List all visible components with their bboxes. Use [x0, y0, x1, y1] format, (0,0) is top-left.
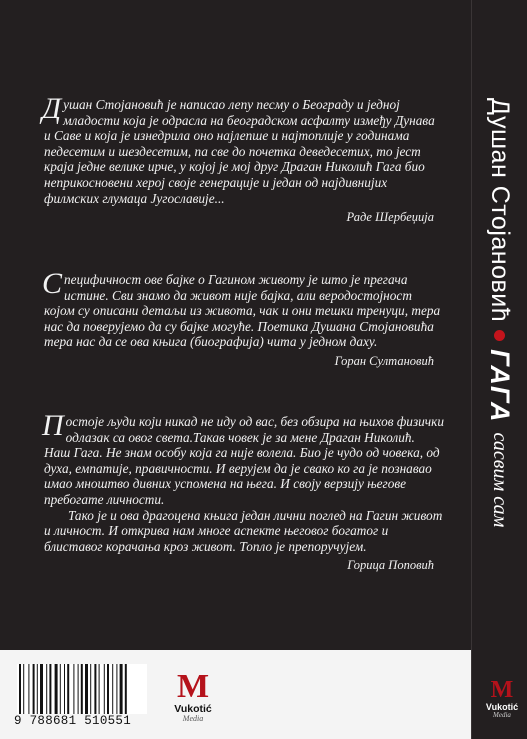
blurb-3-body-2: Тако је и ова драгоцена књига један лични поглед на Гагин живот и личност. И открива нам многе аспекте његовог богатог и блиставог корачања кроз живот. Топло је препоручујем.: [44, 507, 443, 554]
publisher-mark: M: [176, 668, 210, 705]
blurb-2-dropcap: С: [42, 267, 63, 300]
barcode-bar: [73, 664, 74, 714]
blurb-3: [42, 409, 445, 574]
barcode-bar: [81, 664, 83, 714]
barcode-bar: [23, 664, 24, 714]
blurb-3-text: [42, 409, 445, 508]
spine-publisher-mark: M: [490, 677, 514, 703]
barcode-bar: [107, 664, 109, 714]
blurb-2: [42, 267, 444, 370]
blurb-2-author: Горан Султановић: [334, 353, 434, 368]
spine-publisher-name: Vukotić: [485, 702, 519, 712]
barcode-bar: [116, 664, 117, 714]
barcode-bar: [112, 664, 113, 714]
barcode-bar: [37, 664, 38, 714]
barcode-bar: [78, 664, 79, 714]
barcode-bar: [60, 664, 61, 714]
isbn-number: 9 788681 510551: [14, 714, 132, 728]
barcode-bar: [33, 664, 35, 714]
publisher-name: Vukotić: [174, 703, 212, 715]
spine-title: [482, 98, 518, 658]
blurb-3-dropcap: П: [42, 409, 64, 442]
spine-publisher-sub: Media: [493, 711, 511, 719]
barcode-bar: [40, 664, 43, 714]
barcode-bar: [64, 664, 65, 714]
barcode-bar: [55, 664, 58, 714]
spine-book-subtitle: сасвим сам: [489, 432, 512, 528]
barcode-bar: [67, 664, 69, 714]
barcode-bar: [46, 664, 47, 714]
barcode-bar: [94, 664, 96, 714]
blurb-2-body: пецифичност ове бајке о Гагином животу је што је прегача истине. Сви знамо да живот није бајка, али веродостојност којом су описани детаљи из живота, чак и они тешки тренуци, тера нас да поверујемо да су бајке могуће. Поетика Душана Стојановића тера нас да се ова књига (биографија) чита у једном даху.: [44, 272, 441, 350]
blurb-3-body: остоје људи који никад не иду од вас, без обзира на њихов физички одлазак са овог света.Такав човек је за мене Драган Николић. Наш Гага. Не знам особу која га није волела. Био је чудо од човека, од духа, емпатије, правичности. И верујем да је свако ко га је познавао имао мноштво дивних успомена на њега. И своју верзију његове пребогате личности.: [44, 414, 445, 507]
spine-divider: [471, 0, 472, 739]
spine-author-name: Душан Стојановић: [486, 98, 515, 323]
blurb-1-body: ушан Стојановић је написао лепу песму о Београду и једној младости која је одрасла на београдском асфалту између Дунава и Саве и која је изнедрила оно најлепше и најтоплије у годинама педесетим и шездесетим, па све до почетка деведесетих, то јест краја једне велике ирче, у којој је мој друг Драган Николић Гага био неприкосновени херој своје генерације и један од најдивнијих филмских глумаца Југославије...: [44, 97, 435, 206]
blurb-1-dropcap: Д: [42, 92, 62, 125]
blurb-1-text: [42, 92, 444, 206]
barcode-bar: [28, 664, 29, 714]
barcode-bar: [120, 664, 123, 714]
barcode-bar: [125, 664, 127, 714]
publisher-sub: Media: [182, 714, 204, 723]
spine-book-title: ГАГА: [485, 349, 516, 423]
barcode-bar: [104, 664, 105, 714]
barcode-bar: [90, 664, 91, 714]
blurb-1-author: Раде Шербеџија: [346, 210, 434, 225]
barcode-bar: [99, 664, 100, 714]
blurb-2-text: [42, 267, 444, 350]
barcode-bar: [49, 664, 51, 714]
spine-publisher-logo: [481, 678, 523, 719]
barcode-icon: [17, 664, 147, 714]
blurb-1: [42, 92, 444, 226]
blurb-3-author: Горица Поповић: [347, 558, 434, 573]
barcode-bar: [85, 664, 88, 714]
barcode-bar: [19, 664, 21, 714]
publisher-logo: [168, 670, 218, 732]
red-dot-icon: [495, 330, 506, 341]
